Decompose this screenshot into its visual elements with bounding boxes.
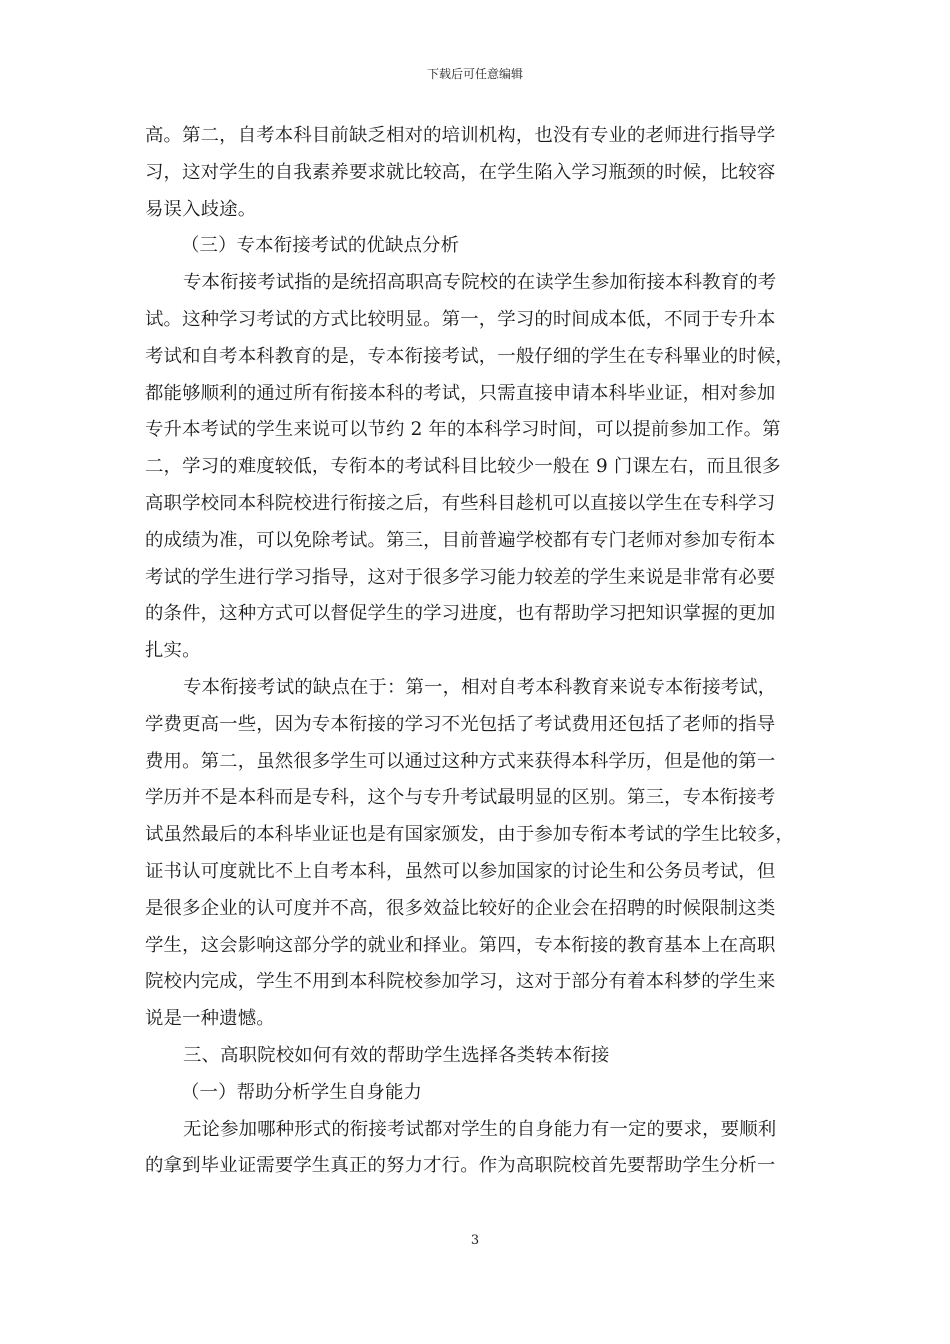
body-line: 专升本考试的学生来说可以节约 2 年的本科学习时间，可以提前参加工作。第 <box>145 419 781 441</box>
body-line: 都能够顺利的通过所有衔接本科的考试，只需直接申请本科毕业证，相对参加 <box>145 382 776 404</box>
body-line: 扎实。 <box>145 640 201 662</box>
body-line: 院校内完成，学生不用到本科院校参加学习，这对于部分有着本科梦的学生来 <box>145 971 776 993</box>
body-line: 易误入歧途。 <box>145 198 257 220</box>
page-header: 下载后可任意编辑 <box>426 67 523 81</box>
body-line: 试。这种学习考试的方式比较明显。第一，学习的时间成本低，不同于专升本 <box>145 308 776 330</box>
body-line: 学生，这会影响这部分学的就业和择业。第四，专本衔接的教育基本上在高职 <box>145 934 776 956</box>
body-line: 学历并不是本科而是专科，这个与专升考试最明显的区别。第三，专本衔接考 <box>145 787 776 809</box>
body-line: 费用。第二，虽然很多学生可以通过这种方式来获得本科学历，但是他的第一 <box>145 750 776 772</box>
subsection-heading: （三）专本衔接考试的优缺点分析 <box>181 235 460 257</box>
body-line: 的条件，这种方式可以督促学生的学习进度，也有帮助学习把知识掌握的更加 <box>145 603 776 625</box>
body-line: 的拿到毕业证需要学生真正的努力才行。作为高职院校首先要帮助学生分析一 <box>145 1155 776 1177</box>
paragraph-first-line: 专本衔接考试的缺点在于：第一，相对自考本科教育来说专本衔接考试， <box>183 676 777 698</box>
body-line: 二，学习的难度较低，专衔本的考试科目比较少一般在 9 门课左右，而且很多 <box>145 456 781 478</box>
body-line: 试虽然最后的本科毕业证也是有国家颁发，由于参加专衔本考试的学生比较多， <box>145 824 794 846</box>
section-heading: 三、高职院校如何有效的帮助学生选择各类转本衔接 <box>183 1044 610 1066</box>
subsection-heading: （一）帮助分析学生自身能力 <box>181 1081 423 1103</box>
body-line: 的成绩为准，可以免除考试。第三，目前普遍学校都有专门老师对参加专衔本 <box>145 529 776 551</box>
body-line: 习，这对学生的自我素养要求就比较高，在学生陷入学习瓶颈的时候，比较容 <box>145 161 776 183</box>
paragraph-first-line: 无论参加哪种形式的衔接考试都对学生的自身能力有一定的要求，要顺利 <box>183 1118 777 1140</box>
body-line: 考试和自考本科教育的是，专本衔接考试，一般仔细的学生在专科畢业的时候， <box>145 345 794 367</box>
body-line: 高职学校同本科院校进行衔接之后，有些科目趁机可以直接以学生在专科学习 <box>145 492 776 514</box>
body-line: 证书认可度就比不上自考本科，虽然可以参加国家的讨论生和公务员考试，但 <box>145 860 776 882</box>
paragraph-first-line: 专本衔接考试指的是统招高职高专院校的在读学生参加衔接本科教育的考 <box>183 272 777 294</box>
document-body <box>145 118 810 1185</box>
body-line: 学费更高一些，因为专本衔接的学习不光包括了考试费用还包括了老师的指导 <box>145 713 776 735</box>
body-line: 是很多企业的认可度并不高，很多效益比较好的企业会在招聘的时候限制这类 <box>145 897 776 919</box>
body-line: 考试的学生进行学习指导，这对于很多学习能力较差的学生来说是非常有必要 <box>145 566 776 588</box>
body-line: 高。第二，自考本科目前缺乏相对的培训机构，也没有专业的老师进行指导学 <box>145 125 776 146</box>
body-line: 说是一种遗憾。 <box>145 1008 275 1030</box>
page-number: 3 <box>470 1233 480 1248</box>
